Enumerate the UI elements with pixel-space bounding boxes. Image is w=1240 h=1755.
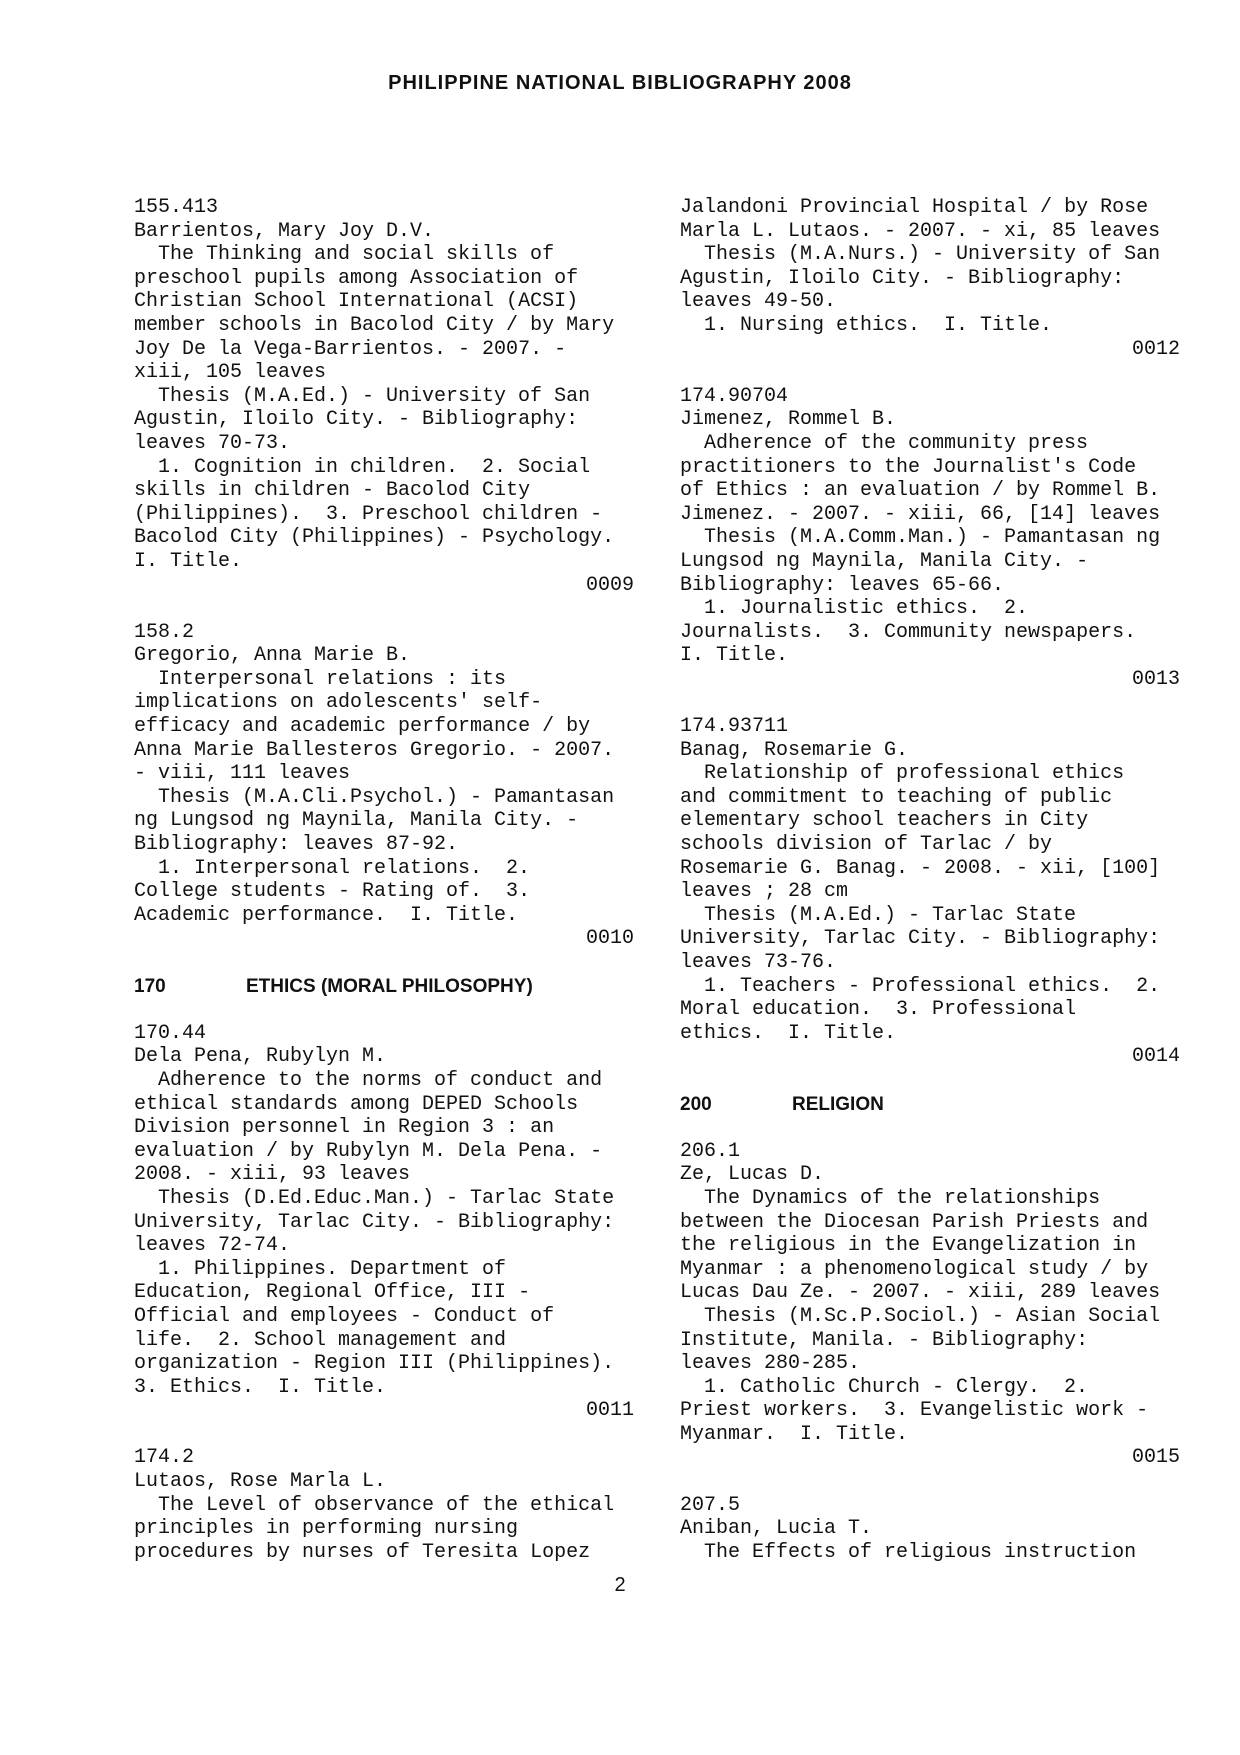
subject-line: Moral education. 3. Professional [680, 998, 1077, 1022]
left-column [134, 196, 634, 1588]
catalog-record-0013 [680, 385, 1180, 692]
catalog-record-0014 [680, 715, 1180, 1069]
page-number: 2 [614, 1574, 626, 1596]
subject-line: 1. Nursing ethics. I. Title. [704, 313, 1053, 337]
subject-line: ethics. I. Title. [680, 1021, 897, 1045]
catalog-record-0012-start [134, 1446, 634, 1564]
title-line: Marla L. Lutaos. - 2007. - xi, 85 leaves [680, 219, 1161, 243]
title-line: procedures by nurses of Teresita Lopez [134, 1540, 591, 1564]
section-number: 170 [134, 975, 166, 997]
subject-line: I. Title. [680, 644, 789, 668]
catalog-record-0010 [134, 621, 634, 951]
title-line: schools division of Tarlac / by [680, 833, 1053, 857]
subject-line: Priest workers. 3. Evangelistic work - [680, 1399, 1149, 1423]
note-line: Thesis (M.A.Cli.Psychol.) - Pamantasan [158, 785, 615, 809]
subject-line: I. Title. [134, 549, 243, 573]
title-line: Adherence of the community press [704, 431, 1089, 455]
author: Lutaos, Rose Marla L. [134, 1470, 387, 1494]
subject-line: Education, Regional Office, III - [134, 1281, 531, 1305]
title-line: Division personnel in Region 3 : an [134, 1116, 555, 1140]
subject-line: Academic performance. I. Title. [134, 903, 519, 927]
note-line: Thesis (M.A.Nurs.) - University of San [704, 243, 1161, 267]
author: Jimenez, Rommel B. [680, 408, 897, 432]
catalog-record-0009 [134, 196, 634, 597]
section-number: 200 [680, 1093, 712, 1115]
record-number: 0010 [585, 927, 634, 951]
title-line: The Thinking and social skills of [158, 243, 555, 267]
title-line: implications on adolescents' self- [134, 691, 543, 715]
note-line: Thesis (M.Sc.P.Sociol.) - Asian Social [704, 1304, 1161, 1328]
note-line: University, Tarlac City. - Bibliography: [134, 1210, 615, 1234]
title-line: Myanmar : a phenomenological study / by [680, 1257, 1149, 1281]
subject-line: (Philippines). 3. Preschool children - [134, 502, 603, 526]
title-line: leaves ; 28 cm [680, 880, 849, 904]
title-line: practitioners to the Journalist's Code [680, 455, 1137, 479]
subject-line: skills in children - Bacolod City [134, 479, 531, 503]
title-line: elementary school teachers in City [680, 809, 1089, 833]
note-line: leaves 280-285. [680, 1352, 861, 1376]
subject-line: 1. Journalistic ethics. 2. [704, 597, 1029, 621]
title-line: the religious in the Evangelization in [680, 1234, 1137, 1258]
subject-line: Journalists. 3. Community newspapers. [680, 620, 1137, 644]
title-line: Adherence to the norms of conduct and [158, 1068, 603, 1092]
title-line: Rosemarie G. Banag. - 2008. - xii, [100] [680, 856, 1161, 880]
note-line: leaves 49-50. [680, 290, 837, 314]
note-line: ng Lungsod ng Maynila, Manila City. - [134, 809, 579, 833]
subject-line: Official and employees - Conduct of [134, 1304, 555, 1328]
title-line: member schools in Bacolod City / by Mary [134, 313, 615, 337]
note-line: Agustin, Iloilo City. - Bibliography: [680, 266, 1125, 290]
subject-line: 1. Teachers - Professional ethics. 2. [704, 974, 1161, 998]
record-number: 0014 [1131, 1045, 1180, 1069]
note-line: University, Tarlac City. - Bibliography: [680, 927, 1161, 951]
note-line: Thesis (D.Ed.Educ.Man.) - Tarlac State [158, 1186, 615, 1210]
subject-line: 1. Catholic Church - Clergy. 2. [704, 1375, 1089, 1399]
author: Gregorio, Anna Marie B. [134, 644, 411, 668]
record-number: 0013 [1131, 667, 1180, 691]
author: Aniban, Lucia T. [680, 1517, 873, 1541]
title-line: preschool pupils among Association of [134, 266, 579, 290]
note-line: Thesis (M.A.Comm.Man.) - Pamantasan ng [704, 526, 1161, 550]
title-line: Relationship of professional ethics [704, 762, 1125, 786]
title-line: principles in performing nursing [134, 1517, 519, 1541]
catalog-record-0012-continued [680, 196, 1180, 361]
note-line: Thesis (M.A.Ed.) - Tarlac State [704, 903, 1077, 927]
title-line: ethical standards among DEPED Schools [134, 1092, 579, 1116]
catalog-record-0011 [134, 1022, 634, 1423]
title-line: xiii, 105 leaves [134, 361, 327, 385]
subject-line: Bacolod City (Philippines) - Psychology. [134, 526, 615, 550]
catalog-record-0016-start [680, 1494, 1180, 1565]
title-line: and commitment to teaching of public [680, 785, 1113, 809]
record-number: 0015 [1131, 1446, 1180, 1470]
section-heading-200 [680, 1093, 1180, 1117]
note-line: Bibliography: leaves 87-92. [134, 833, 459, 857]
title-line: 2008. - xiii, 93 leaves [134, 1163, 411, 1187]
class-number: 207.5 [680, 1493, 741, 1517]
subject-line: College students - Rating of. 3. [134, 880, 531, 904]
title-line: - viii, 111 leaves [134, 762, 351, 786]
page-title: PHILIPPINE NATIONAL BIBLIOGRAPHY 2008 [388, 72, 852, 94]
title-line: Jimenez. - 2007. - xiii, 66, [14] leaves [680, 502, 1161, 526]
note-line: leaves 72-74. [134, 1234, 291, 1258]
class-number: 170.44 [134, 1021, 207, 1045]
title-line: efficacy and academic performance / by [134, 715, 591, 739]
author: Ze, Lucas D. [680, 1163, 825, 1187]
class-number: 206.1 [680, 1139, 741, 1163]
title-line: between the Diocesan Parish Priests and [680, 1210, 1149, 1234]
title-line: Joy De la Vega-Barrientos. - 2007. - [134, 337, 567, 361]
record-number: 0009 [585, 573, 634, 597]
catalog-record-0015 [680, 1140, 1180, 1470]
author: Barrientos, Mary Joy D.V. [134, 219, 435, 243]
subject-line: 1. Philippines. Department of [158, 1257, 507, 1281]
title-line: The Level of observance of the ethical [158, 1493, 615, 1517]
title-line: Lucas Dau Ze. - 2007. - xiii, 289 leaves [680, 1281, 1161, 1305]
class-number: 174.2 [134, 1446, 195, 1470]
class-number: 155.413 [134, 196, 219, 219]
note-line: Bibliography: leaves 65-66. [680, 573, 1005, 597]
note-line: Thesis (M.A.Ed.) - University of San [158, 384, 591, 408]
author: Banag, Rosemarie G. [680, 738, 909, 762]
record-number: 0011 [585, 1399, 634, 1423]
title-line: Interpersonal relations : its [158, 667, 507, 691]
section-label: RELIGION [792, 1093, 884, 1115]
author: Dela Pena, Rubylyn M. [134, 1045, 387, 1069]
subject-line: 1. Cognition in children. 2. Social [158, 455, 591, 479]
class-number: 174.93711 [680, 715, 789, 739]
class-number: 174.90704 [680, 384, 789, 408]
title-line: of Ethics : an evaluation / by Rommel B. [680, 479, 1161, 503]
subject-line: 3. Ethics. I. Title. [134, 1375, 387, 1399]
subject-line: 1. Interpersonal relations. 2. [158, 856, 531, 880]
note-line: Lungsod ng Maynila, Manila City. - [680, 549, 1089, 573]
title-line: The Dynamics of the relationships [704, 1186, 1101, 1210]
note-line: Agustin, Iloilo City. - Bibliography: [134, 408, 579, 432]
subject-line: life. 2. School management and [134, 1328, 507, 1352]
title-line: Christian School International (ACSI) [134, 290, 579, 314]
title-line: Jalandoni Provincial Hospital / by Rose [680, 196, 1149, 219]
title-line: evaluation / by Rubylyn M. Dela Pena. - [134, 1139, 603, 1163]
record-number: 0012 [1131, 337, 1180, 361]
title-line: Anna Marie Ballesteros Gregorio. - 2007. [134, 738, 615, 762]
title-line: The Effects of religious instruction [704, 1540, 1137, 1564]
note-line: leaves 73-76. [680, 951, 837, 974]
section-heading-170 [134, 975, 634, 999]
note-line: Institute, Manila. - Bibliography: [680, 1328, 1089, 1352]
class-number: 158.2 [134, 620, 195, 644]
note-line: leaves 70-73. [134, 431, 291, 455]
subject-line: Myanmar. I. Title. [680, 1422, 909, 1446]
subject-line: organization - Region III (Philippines). [134, 1352, 615, 1376]
section-label: ETHICS (MORAL PHILOSOPHY) [246, 975, 533, 997]
right-column [680, 196, 1180, 1588]
